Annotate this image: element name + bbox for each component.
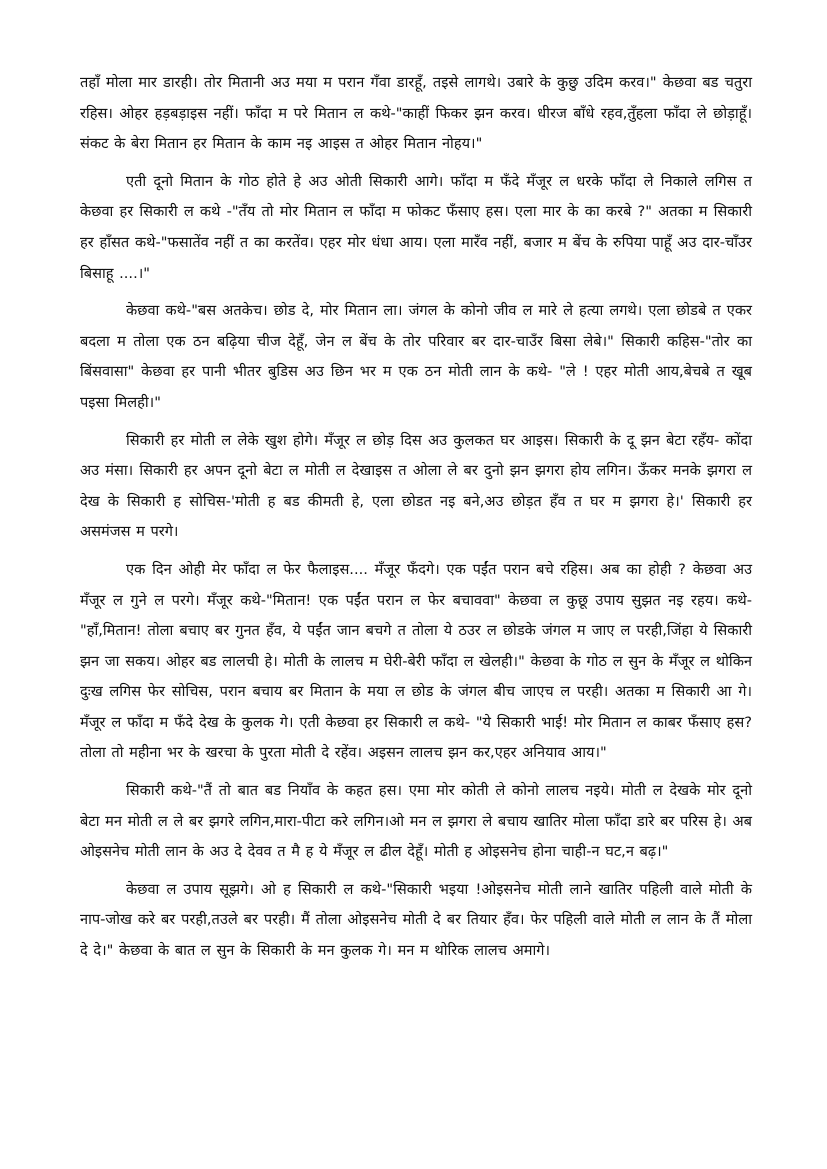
paragraph-5: एक दिन ओही मेर फाँदा ल फेर फैलाइस.... मँजूर फँदगे। एक पईंत परान बचे रहिस। अब का होही ? केछवा अउ मँजूर ल गुने ल परगे। मँजूर कथे-"मितान! एक पईंत परान ल फेर बचाववा" केछवा ल कुछू उपाय सुझत नइ रहय। कथे-"हाँ,मितान! तोला बचाए बर गुनत हँव, ये पईंत जान बचगे त तोला ये ठउर ल छोडके जंगल म जाए ल परही,जिंहा ये सिकारी झन जा सकय। ओहर बड लालची हे। मोती के लालच म घेरी-बेरी फाँदा ल खेलही।" केछवा के गोठ ल सुन के मँजूर ल थोकिन दुःख लगिस फेर सोचिस, परान बचाय बर मितान के मया ल छोड के जंगल बीच जाएच ल परही। अतका म सिकारी आ गे। मँजूर ल फाँदा म फँदे देख के कुलक गे। एती केछवा हर सिकारी ल कथे- "ये सिकारी भाई! मोर मितान ल काबर फँसाए हस? तोला तो महीना भर के खरचा के पुरता मोती दे रहेंव। अइसन लालच झन कर,एहर अनियाव आय।": [80, 560, 752, 762]
story-text: [80, 68, 752, 967]
paragraph-gap: [80, 160, 752, 167]
paragraph-3: केछवा कथे-"बस अतकेच। छोड दे, मोर मितान ला। जंगल के कोनो जीव ल मारे ले हत्या लगथे। एला छोडबे त एकर बदला म तोला एक ठन बढ़िया चीज देहूँ, जेन ल बेंच के तोर परिवार बर दार-चाउँर बिसा लेबे।" सिकारी कहिस-"तोर का बिंसवासा" केछवा हर पानी भीतर बुडिस अउ छिन भर म एक ठन मोती लान के कथे- "ले ! एहर मोती आय,बेचबे त खूब पइसा मिलही।": [80, 302, 752, 411]
paragraph-gap: [80, 868, 752, 875]
paragraph-gap: [80, 548, 752, 555]
paragraph-4: सिकारी हर मोती ल लेके खुश होगे। मँजूर ल छोड़ दिस अउ कुलकत घर आइस। सिकारी के दू झन बेटा रहँय- कोंदा अउ मंसा। सिकारी हर अपन दूनो बेटा ल मोती ल देखाइस त ओला ले बर दुनो झन झगरा होय लगिन। ऊँकर मनके झगरा ल देख के सिकारी ह सोचिस-'मोती ह बड कीमती हे, एला छोडत नइ बने,अउ छोड़त हँव त घर म झगरा हे।' सिकारी हर असमंजस म परगे।: [80, 431, 752, 541]
paragraph-2: एती दूनो मितान के गोठ होते हे अउ ओती सिकारी आगे। फाँदा म फँदे मँजूर ल धरके फाँदा ले निकाले लगिस त केछवा हर सिकारी ल कथे -"तँय तो मोर मितान ल फाँदा म फोकट फँसाए हस। एला मार के का करबे ?" अतका म सिकारी हर हाँसत कथे-"फसातेंव नहीं त का करतेंव। एहर मोर धंधा आय। एला मारँव नहीं, बजार म बेंच के रुपिया पाहूँ अउ दार-चाँउर बिसाहू ....।": [80, 172, 752, 282]
paragraph-gap: [80, 289, 752, 296]
paragraph-7: केछवा ल उपाय सूझगे। ओ ह सिकारी ल कथे-"सिकारी भइया !ओइसनेच मोती लाने खातिर पहिली वाले मोती के नाप-जोख करे बर परही,तउले बर परही। मैं तोला ओइसनेच मोती दे बर तियार हँव। फेर पहिली वाले मोती ल लान के तैं मोला दे दे।" केछवा के बात ल सुन के सिकारी के मन कुलक गे। मन म थोरिक लालच अमागे।: [80, 880, 752, 960]
paragraph-1: तहाँ मोला मार डारही। तोर मितानी अउ मया म परान गँवा डारहूँ, तइसे लागथे। उबारे के कुछु उदिम करव।" केछवा बड चतुरा रहिस। ओहर हड़बड़ाइस नहीं। फाँदा म परे मितान ल कथे-"काहीं फिकर झन करव। धीरज बाँधे रहव,तुँहला फाँदा ले छोड़ाहूँ। संकट के बेरा मितान हर मितान के काम नइ आइस त ओहर मितान नोहय।": [80, 74, 752, 153]
paragraph-gap: [80, 419, 752, 426]
paragraph-gap: [80, 769, 752, 776]
paragraph-6: सिकारी कथे-"तैं तो बात बड नियाँव के कहत हस। एमा मोर कोती ले कोनो लालच नइये। मोती ल देखके मोर दूनो बेटा मन मोती ल ले बर झगरे लगिन,मारा-पीटा करे लगिन।ओ मन ल झगरा ले बचाय खातिर मोला फाँदा डारे बर परिस हे। अब ओइसनेच मोती लान के अउ दे देवव त मै ह ये मँजूर ल ढील देहूँ। मोती ह ओइसनेच होना चाही-न घट,न बढ़।": [80, 782, 752, 861]
